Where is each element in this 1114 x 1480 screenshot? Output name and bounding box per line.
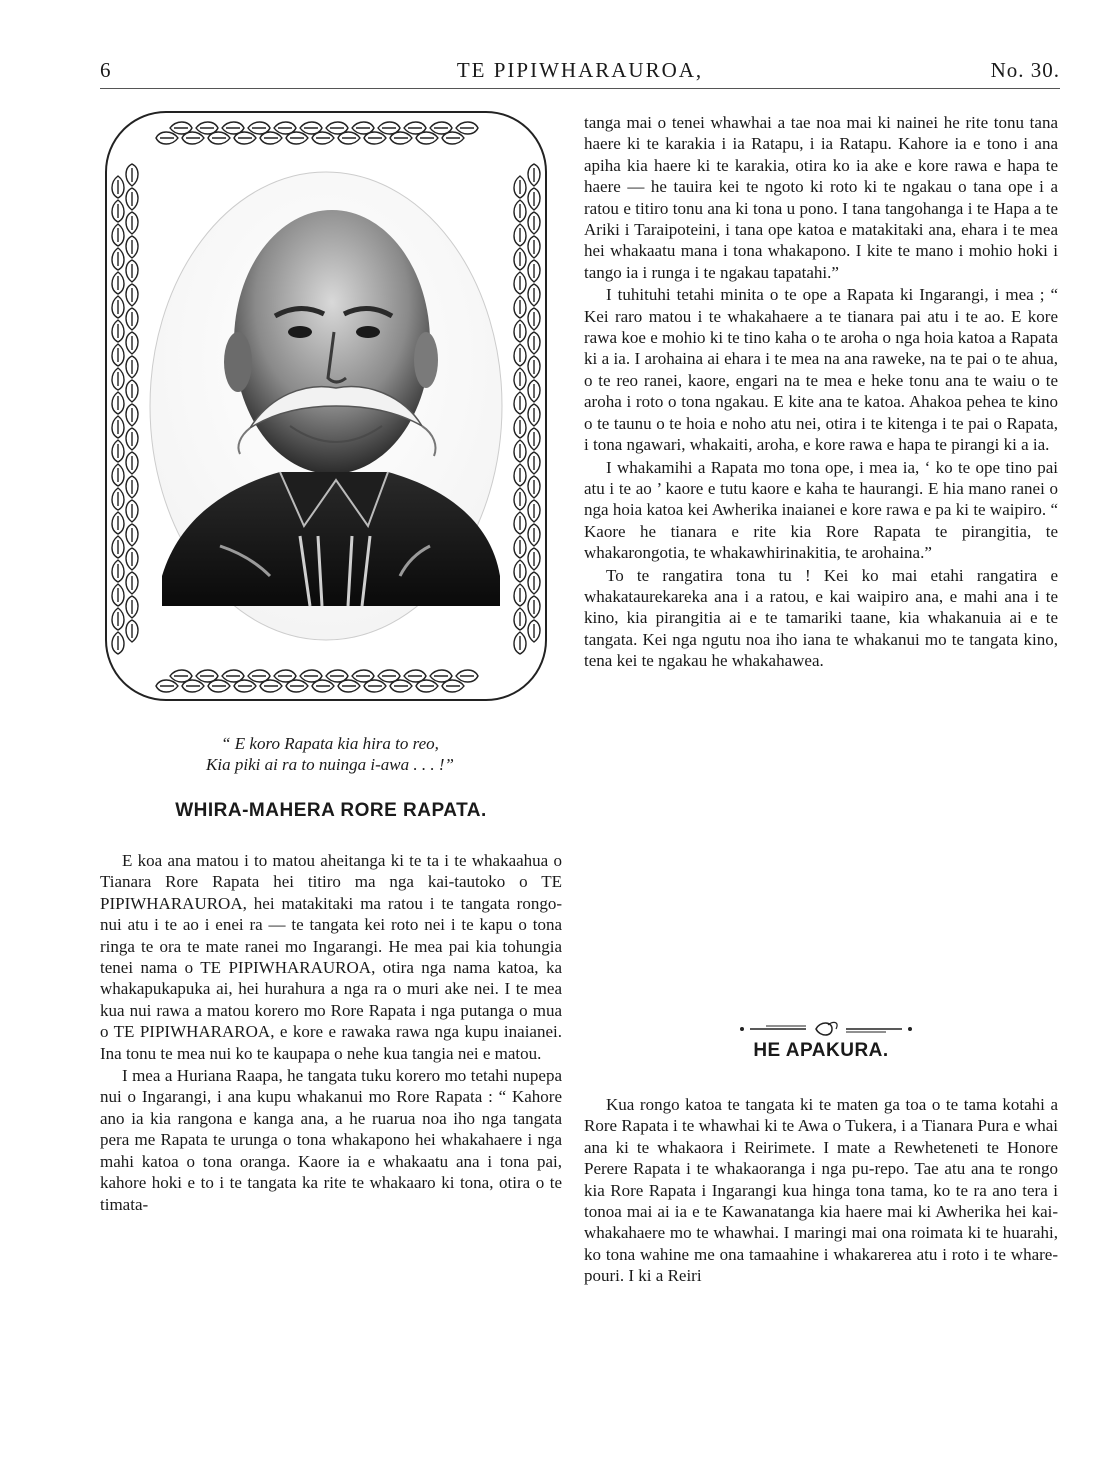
laurel-leaf: [112, 536, 124, 558]
laurel-leaf: [514, 272, 526, 294]
laurel-leaf: [126, 524, 138, 546]
ornament-divider-icon: [736, 1017, 916, 1041]
laurel-leaf: [338, 680, 360, 692]
laurel-leaf: [208, 132, 230, 144]
laurel-leaf: [126, 212, 138, 234]
paragraph: I tuhituhi tetahi minita o te ope a Rapata ki Ingarangi, i mea ; “ Kei raro matou i te whakahaere a te tianara pai atu i te ao. E kore rawa koe e mohio ki te tino kaha o te aroha o nga hoia katoa a Rapata ki a ia. I arohaina ai ehara i te mea na ana raweke, na te pai o te ahua, o te reo ranei, kaore, engari na te mea e heke tonu ana te waiu o te aroha i roto o tona ngakau. E kite ana te katoa. Ahakoa pehea te kino o te taunu o te hoia e noho atu nei, otira i te kitenga i te pai o Rapata, i tona ngawari, whakaiti, aroha, e kore rawa e hapa te pirangi ki a ia.: [584, 285, 1058, 455]
laurel-leaf: [126, 260, 138, 282]
laurel-leaf: [126, 284, 138, 306]
paragraph: To te rangatira tona tu ! Kei ko mai etahi rangatira e whakataurekareka ana i a ratou, e kai waipiro ana, e mahi ana i te kino, kia pirangitia ai e te tamariki taane, kia whakanuia ai e te tangata. Kei nga ngutu noa iho iana te whakanui mo te tangata kino, tena kei te ngakau he whakahawea.: [584, 565, 1058, 671]
laurel-leaf: [156, 132, 178, 144]
laurel-leaf: [286, 680, 308, 692]
article-2-title: HE APAKURA.: [753, 1040, 889, 1061]
laurel-leaf: [514, 392, 526, 414]
laurel-leaf: [528, 356, 540, 378]
laurel-leaf: [126, 380, 138, 402]
portrait-caption: [100, 733, 560, 775]
laurel-leaf: [528, 620, 540, 642]
laurel-leaf: [182, 132, 204, 144]
article-1-right-column: [584, 112, 1058, 672]
laurel-leaf: [514, 464, 526, 486]
laurel-leaf: [528, 164, 540, 186]
laurel-leaf: [126, 404, 138, 426]
laurel-leaf: [528, 524, 540, 546]
paragraph: Kua rongo katoa te tangata ki te maten ga toa o te tama kotahi a Rore Rapata i te whawhai ki te Awa o Tukera, i a Tianara Pura e whai ana ki te whakaora i Reirimete. I mate a Rewheteneti te Honore Perere Rapata i te whakaoranga i nga pu-repo. Tae atu ana te rongo kia Rore Rapata i Ingarangi kua hinga tona tama, ko te ra ano tera i tonoa mai ai ia e te Kawanatanga kia haere mai ki Awherika hei kai-whakahaere mo te whawhai. I maringi mai ona roimata ki te huarahi, ko tona wahine me ona tamaahine i whakarerea atu i roto i te whare-pouri. I ki a Reiri: [584, 1095, 1058, 1286]
article-1-left-column: [100, 850, 562, 1215]
laurel-leaf: [126, 332, 138, 354]
laurel-leaf: [442, 680, 464, 692]
laurel-leaf: [528, 548, 540, 570]
laurel-leaf: [390, 680, 412, 692]
issue-number: No. 30.: [990, 58, 1060, 82]
laurel-leaf: [416, 680, 438, 692]
laurel-leaf: [126, 308, 138, 330]
laurel-leaf: [528, 500, 540, 522]
laurel-leaf: [112, 248, 124, 270]
laurel-leaf: [528, 452, 540, 474]
laurel-leaf: [514, 632, 526, 654]
laurel-leaf: [514, 536, 526, 558]
laurel-leaf: [390, 132, 412, 144]
laurel-leaf: [112, 368, 124, 390]
laurel-leaf: [286, 132, 308, 144]
page-header: [100, 58, 1060, 89]
laurel-leaf: [260, 680, 282, 692]
laurel-leaf: [112, 392, 124, 414]
laurel-leaf: [112, 488, 124, 510]
laurel-leaf: [528, 260, 540, 282]
laurel-leaf: [514, 416, 526, 438]
article-2-column: [584, 1094, 1058, 1287]
laurel-leaf: [156, 680, 178, 692]
laurel-leaf: [514, 200, 526, 222]
laurel-leaf: [126, 236, 138, 258]
laurel-leaf: [112, 344, 124, 366]
laurel-leaf: [126, 548, 138, 570]
laurel-leaf: [528, 380, 540, 402]
laurel-leaf: [112, 416, 124, 438]
laurel-leaf: [234, 680, 256, 692]
caption-line-1: “ E koro Rapata kia hira to reo,: [221, 734, 439, 753]
laurel-leaf: [442, 132, 464, 144]
laurel-leaf: [364, 680, 386, 692]
laurel-leaf: [514, 344, 526, 366]
laurel-leaf: [112, 560, 124, 582]
laurel-leaf: [182, 680, 204, 692]
laurel-leaf: [528, 428, 540, 450]
laurel-leaf: [514, 368, 526, 390]
laurel-leaf: [514, 488, 526, 510]
laurel-leaf: [514, 512, 526, 534]
laurel-leaf: [112, 320, 124, 342]
laurel-leaf: [528, 404, 540, 426]
caption-line-2: Kia piki ai ra to nuinga i-awa . . . !”: [206, 755, 454, 774]
laurel-leaf: [514, 224, 526, 246]
laurel-leaf: [126, 620, 138, 642]
laurel-leaf: [112, 584, 124, 606]
paragraph: tanga mai o tenei whawhai a tae noa mai ki nainei he rite tonu tana haere ki te karakia i ia Ratapu, i ia Ratapu. Kahore ia e tono i ana apiha kia haere ki te karakia, otira ko ia ake e kore rawa e hapa te haere — he tauira kei te ngoto ki roto ki te ngakau o tana ope i a ratou e titiro tonu ana ki tona u pono. I tana tangohanga i te Hapa a te Ariki i Taraipoteini, i tana ope katoa e matakitaki ana, ehara i te mea hei whakaatu mana i tona whakapono. I kite te mano i mohio hoki i tango ia i runga i te ngakau tapatahi.”: [584, 113, 1058, 282]
laurel-leaf: [112, 440, 124, 462]
laurel-leaf: [528, 212, 540, 234]
laurel-leaf: [112, 296, 124, 318]
laurel-leaf: [528, 308, 540, 330]
laurel-leaf: [514, 584, 526, 606]
laurel-leaf: [528, 236, 540, 258]
laurel-leaf: [514, 608, 526, 630]
laurel-leaf: [126, 500, 138, 522]
laurel-leaf: [528, 476, 540, 498]
laurel-leaf: [112, 176, 124, 198]
laurel-leaf: [126, 164, 138, 186]
laurel-leaf: [126, 596, 138, 618]
paragraph: E koa ana matou i to matou aheitanga ki te ta i te whakaahua o Tianara Rore Rapata hei titiro ma nga kai-tautoko o TE PIPIWHARAUROA, hei matakitaki ma ratou i te tangata rongo-nui atu i te ao i enei ra — te tangata kei roto nei i te kapu o tona ringa te ora te mate ranei mo Ingarangi. He mea pai kia tohungia tenei nama o TE PIPIWHARAUROA, otira nga nama katoa, ka whakapukapuka ai, hei hurahura a nga ra o muri ake nei. I te mea kua nui rawa a matou korero mo Rore Rapata i nga putanga o mua o TE PIPIWHARAROA, e kore e rawaka rawa nga kupu inaianei. Ina tonu te mea nui ko te kaupapa o nehe kua tangia nei e matou.: [100, 851, 562, 1063]
laurel-leaf: [514, 248, 526, 270]
laurel-leaf: [456, 122, 478, 134]
laurel-leaf: [312, 132, 334, 144]
laurel-leaf: [338, 132, 360, 144]
laurel-leaf: [416, 132, 438, 144]
portrait-of-rore-rapata-icon: [150, 172, 502, 640]
laurel-leaf: [456, 670, 478, 682]
laurel-leaf: [514, 320, 526, 342]
laurel-leaf: [234, 132, 256, 144]
page-number: 6: [100, 58, 112, 82]
laurel-leaf: [514, 296, 526, 318]
laurel-leaf: [528, 188, 540, 210]
laurel-leaf: [514, 440, 526, 462]
laurel-leaf: [126, 356, 138, 378]
laurel-leaf: [514, 176, 526, 198]
laurel-leaf: [126, 452, 138, 474]
laurel-leaf: [208, 680, 230, 692]
laurel-leaf: [126, 476, 138, 498]
laurel-leaf: [126, 428, 138, 450]
laurel-leaf: [528, 596, 540, 618]
laurel-leaf: [126, 572, 138, 594]
laurel-leaf: [112, 512, 124, 534]
laurel-leaf: [112, 272, 124, 294]
laurel-leaf: [112, 200, 124, 222]
laurel-leaf: [112, 224, 124, 246]
publication-title: TE PIPIWHARAUROA,: [456, 58, 704, 82]
article-1-title: WHIRA-MAHERA RORE RAPATA.: [175, 800, 487, 821]
laurel-leaf: [364, 132, 386, 144]
laurel-leaf: [312, 680, 334, 692]
laurel-leaf: [528, 572, 540, 594]
laurel-leaf: [528, 332, 540, 354]
laurel-leaf: [260, 132, 282, 144]
laurel-leaf: [112, 464, 124, 486]
laurel-leaf: [112, 608, 124, 630]
laurel-leaf: [126, 188, 138, 210]
paragraph: I mea a Huriana Raapa, he tangata tuku korero mo tetahi nupepa nui o Ingarangi, i ana kupu whakanui mo Rore Rapata : “ Kahore ano ia kia rangona e kanga ana, a he ruarua noa iho nga tangata pera me Rapata te urunga o tona whakapono hei whakahaere i nga mahi katoa o tona oranga. Kaore ia e whakaatu ana i tona pai, kahore hoki e to i te tangata ka rite te whakaaro ki tona, otira o te timata-: [100, 1066, 562, 1214]
laurel-leaf: [112, 632, 124, 654]
laurel-leaf: [528, 284, 540, 306]
laurel-leaf: [514, 560, 526, 582]
paragraph: I whakamihi a Rapata mo tona ope, i mea ia, ‘ ko te ope tino pai atu i te ao ’ kaore e tutu kaore e kaha te haurangi. E hia mano ranei o nga hoia katoa kei Awherika inaianei e kore rawa e pa ki te waipiro. “ Kaore he tianara e rite kia Rore Rapata te pirangitia, te whakarongotia, te whakawhirinakitia, te arohaina.”: [584, 457, 1058, 563]
portrait-frame: [100, 106, 552, 706]
